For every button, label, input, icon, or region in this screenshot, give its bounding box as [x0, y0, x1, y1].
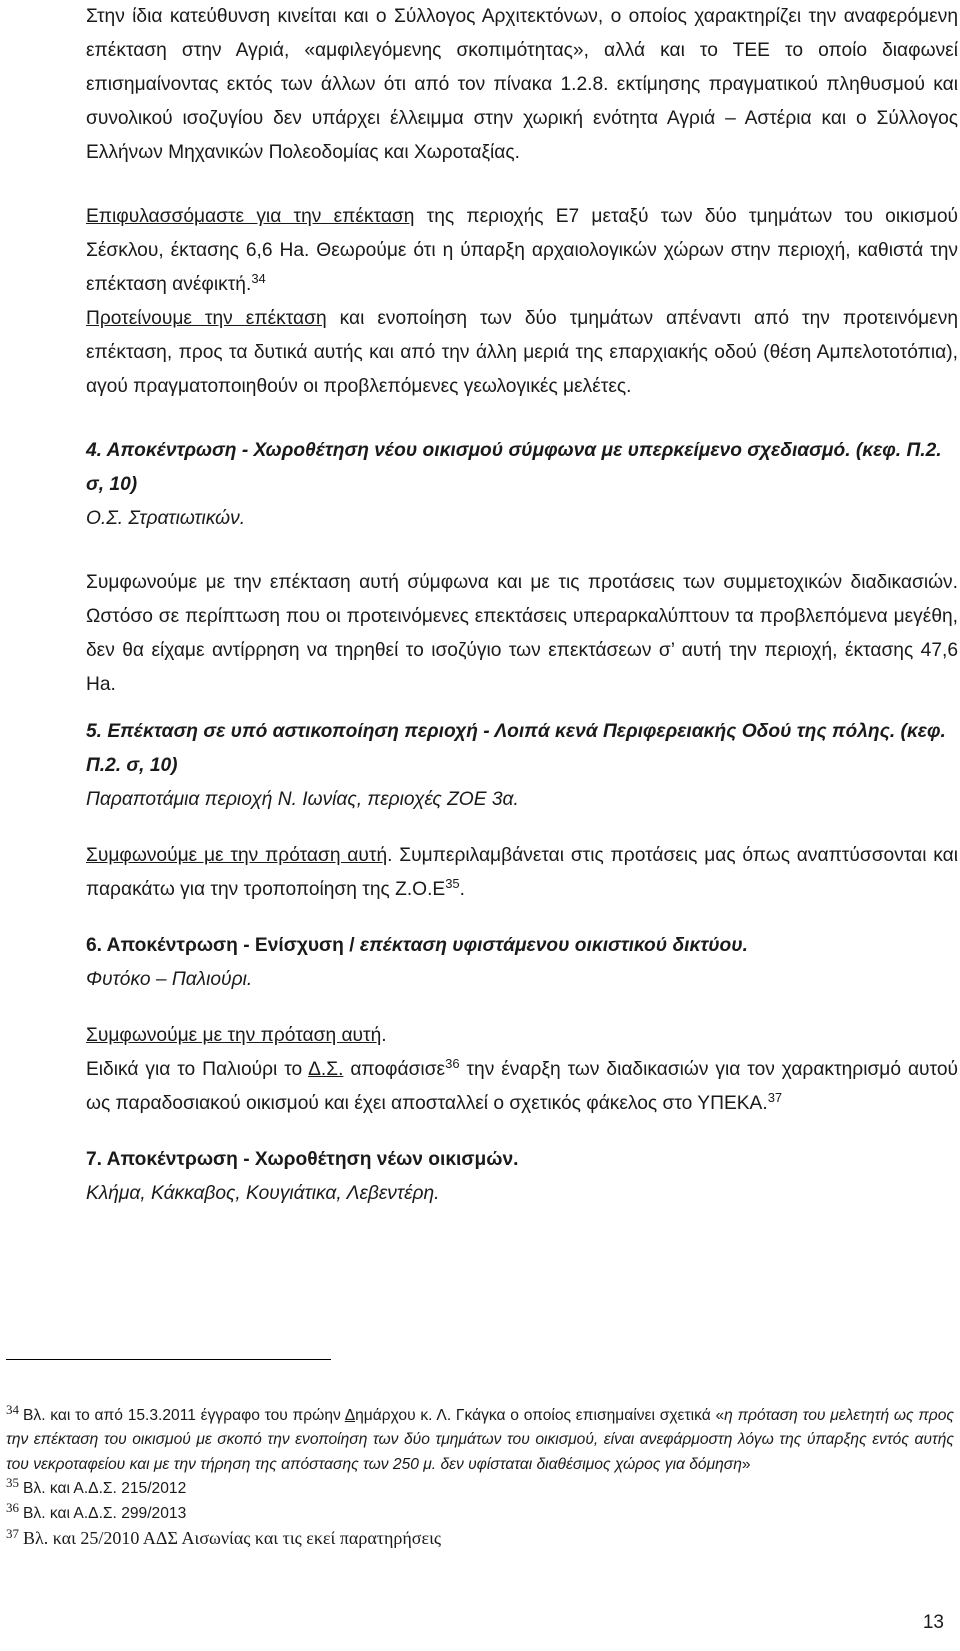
paragraph-text: Ειδικά για το Παλιούρι το — [86, 1059, 309, 1080]
footnote-34 — [6, 1404, 954, 1477]
paragraph-zoe — [86, 839, 958, 907]
footnote-ref-36: 36 — [445, 1056, 460, 1071]
underlined-phrase: Επιφυλασσόμαστε για την επέκταση — [86, 206, 415, 227]
section-heading-5: 5. Επέκταση σε υπό αστικοποίηση περιοχή - Λοιπά κενά Περιφερειακής Οδού της πόλης. (κεφ. Π.2. σ, 10) — [86, 721, 946, 776]
paragraph-text: και ενοποίηση των δύο τμημάτων απέναντι από την προτεινόμενη επέκταση, προς τα δυτικά αυτής και από την άλλη μεριά της επαρχιακής οδού (θέση Αμπελοτοτόπια), αγού πραγματοποιηθούν οι προβλεπόμενες γεωλογικές μελέτες. — [86, 308, 958, 397]
footnote-37 — [6, 1526, 954, 1552]
body-text — [86, 0, 958, 1211]
footnote-separator — [6, 1359, 331, 1360]
footnote-ref-34: 34 — [251, 271, 266, 286]
footnote-ref-37: 37 — [767, 1090, 783, 1105]
footnote-text: Βλ. και Α.Δ.Σ. 299/2013 — [23, 1504, 187, 1522]
section-subheading-5: Παραποτάμια περιοχή Ν. Ιωνίας, περιοχές ΖΟΕ 3α. — [86, 789, 519, 810]
footnote-text: ημάρχου κ. Λ. Γκάγκα ο οποίος επισημαίνει σχετικά « — [355, 1407, 725, 1424]
footnote-number: 37 — [6, 1526, 19, 1542]
paragraph-text-end: . — [459, 879, 466, 900]
paragraph-text: . Συμπεριλαμβάνεται στις προτάσεις μας όπως αναπτύσσονται και παρακάτω για την τροποποίηση της Ζ.Ο.Ε — [86, 845, 958, 900]
paragraph-agreement — [86, 1019, 958, 1053]
page-number: 13 — [922, 1612, 944, 1633]
heading-part-italic: επέκταση υφιστάμενου οικιστικού δικτύου. — [359, 935, 748, 956]
section-heading-6 — [86, 929, 958, 963]
underlined-abbrev: Δ.Σ. — [308, 1059, 344, 1080]
footnote-number: 34 — [6, 1402, 19, 1417]
footnote-36 — [6, 1499, 954, 1526]
heading-part: 6. Αποκέντρωση - Ενίσχυση / — [86, 935, 360, 956]
underlined-phrase: Προτείνουμε την επέκταση — [86, 308, 327, 329]
footnote-underlined: Δ — [344, 1407, 356, 1424]
footnote-number: 35 — [6, 1475, 19, 1491]
paragraph-stratiotikon: Συμφωνούμε με την επέκταση αυτή σύμφωνα και με τις προτάσεις των συμμετοχικών διαδικασιών. Ωστόσο σε περίπτωση που οι προτεινόμενες επεκτάσεις υπεραρκαλύπτουν τα προβλεπόμενα μεγέθη, δεν θα είχαμε αντίρρηση να τηρηθεί το ισοζύγιο των επεκτάσεων σ’ αυτή την περιοχή, έκτασης 47,6 Ha. — [86, 572, 958, 695]
footnote-text: Βλ. και το από 15.3.2011 έγγραφο του πρώην — [23, 1407, 345, 1424]
underlined-phrase: Συμφωνούμε με την πρόταση αυτή — [86, 1025, 382, 1046]
paragraph-text: αποφάσισε — [343, 1059, 446, 1080]
section-heading-4: 4. Αποκέντρωση - Χωροθέτηση νέου οικισμού σύμφωνα με υπερκείμενο σχεδιασμό. (κεφ. Π.2. σ, 10) — [86, 440, 942, 495]
section-subheading-4: Ο.Σ. Στρατιωτικών. — [86, 508, 246, 529]
footnote-number: 36 — [6, 1499, 19, 1515]
footnote-35 — [6, 1477, 954, 1501]
paragraph-architects: Στην ίδια κατεύθυνση κινείται και ο Σύλλογος Αρχιτεκτόνων, ο οποίος χαρακτηρίζει την αναφερόμενη επέκταση στην Αγριά, «αμφιλεγόμενης σκοπιμότητας», αλλά και το ΤΕΕ το οποίο διαφωνεί επισημαίνοντας εκτός των άλλων ότι από τον πίνακα 1.2.8. εκτίμησης πραγματικού πληθυσμού και συνολικού ισοζυγίου δεν υπάρχει έλλειμμα στην χωρική ενότητα Αγριά – Αστέρια και ο Σύλλογος Ελλήνων Μηχανικών Πολεοδομίας και Χωροταξίας. — [86, 6, 958, 163]
footnote-text: Βλ. και 25/2010 ΑΔΣ Αισωνίας και τις εκεί παρατηρήσεις — [23, 1528, 442, 1549]
section-heading-7: 7. Αποκέντρωση - Χωροθέτηση νέων οικισμών. — [86, 1149, 519, 1170]
paragraph-text: της περιοχής Ε7 μεταξύ των δύο τμημάτων του οικισμού Σέσκλου, έκτασης 6,6 Ha. Θεωρούμε ότι η ύπαρξη αρχαιολογικών χώρων στην περιοχή, καθιστά την επέκταση ανέφικτή. — [86, 206, 959, 295]
paragraph-sesklo-proposal — [86, 302, 958, 404]
underlined-phrase: Συμφωνούμε με την πρόταση αυτή — [86, 845, 388, 866]
paragraph-text-end: . — [381, 1025, 387, 1046]
paragraph-text: την έναρξη των διαδικασιών για τον χαρακτηρισμό αυτού ως παραδοσιακού οικισμού και έχει αποσταλλεί ο σχετικός φάκελος στο ΥΠΕΚΑ. — [86, 1059, 958, 1114]
paragraph-palioyri — [86, 1053, 958, 1121]
section-subheading-6: Φυτόκο – Παλιούρι. — [86, 969, 253, 990]
section-subheading-7: Κλήμα, Κάκκαβος, Κουγιάτικα, Λεβεντέρη. — [86, 1183, 440, 1204]
footnote-ref-35: 35 — [445, 876, 460, 891]
paragraph-sesklo-reservation — [86, 200, 958, 302]
footnote-text: » — [741, 1455, 751, 1473]
footnote-text: Βλ. και Α.Δ.Σ. 215/2012 — [23, 1480, 187, 1498]
footnote-quote: η πρόταση του μελετητή ως προς την επέκταση του οικισμού με σκοπό την ενοποίηση των δύο τμημάτων του οικισμού, είναι ανεφάρμοστη λόγω της ύπαρξης εντός αυτής του νεκροταφείου και με την τήρηση της απόστασης των 250 μ. δεν υφίσταται διαθέσιμος χώρος για δόμηση — [6, 1407, 954, 1473]
footnotes — [6, 1404, 954, 1552]
